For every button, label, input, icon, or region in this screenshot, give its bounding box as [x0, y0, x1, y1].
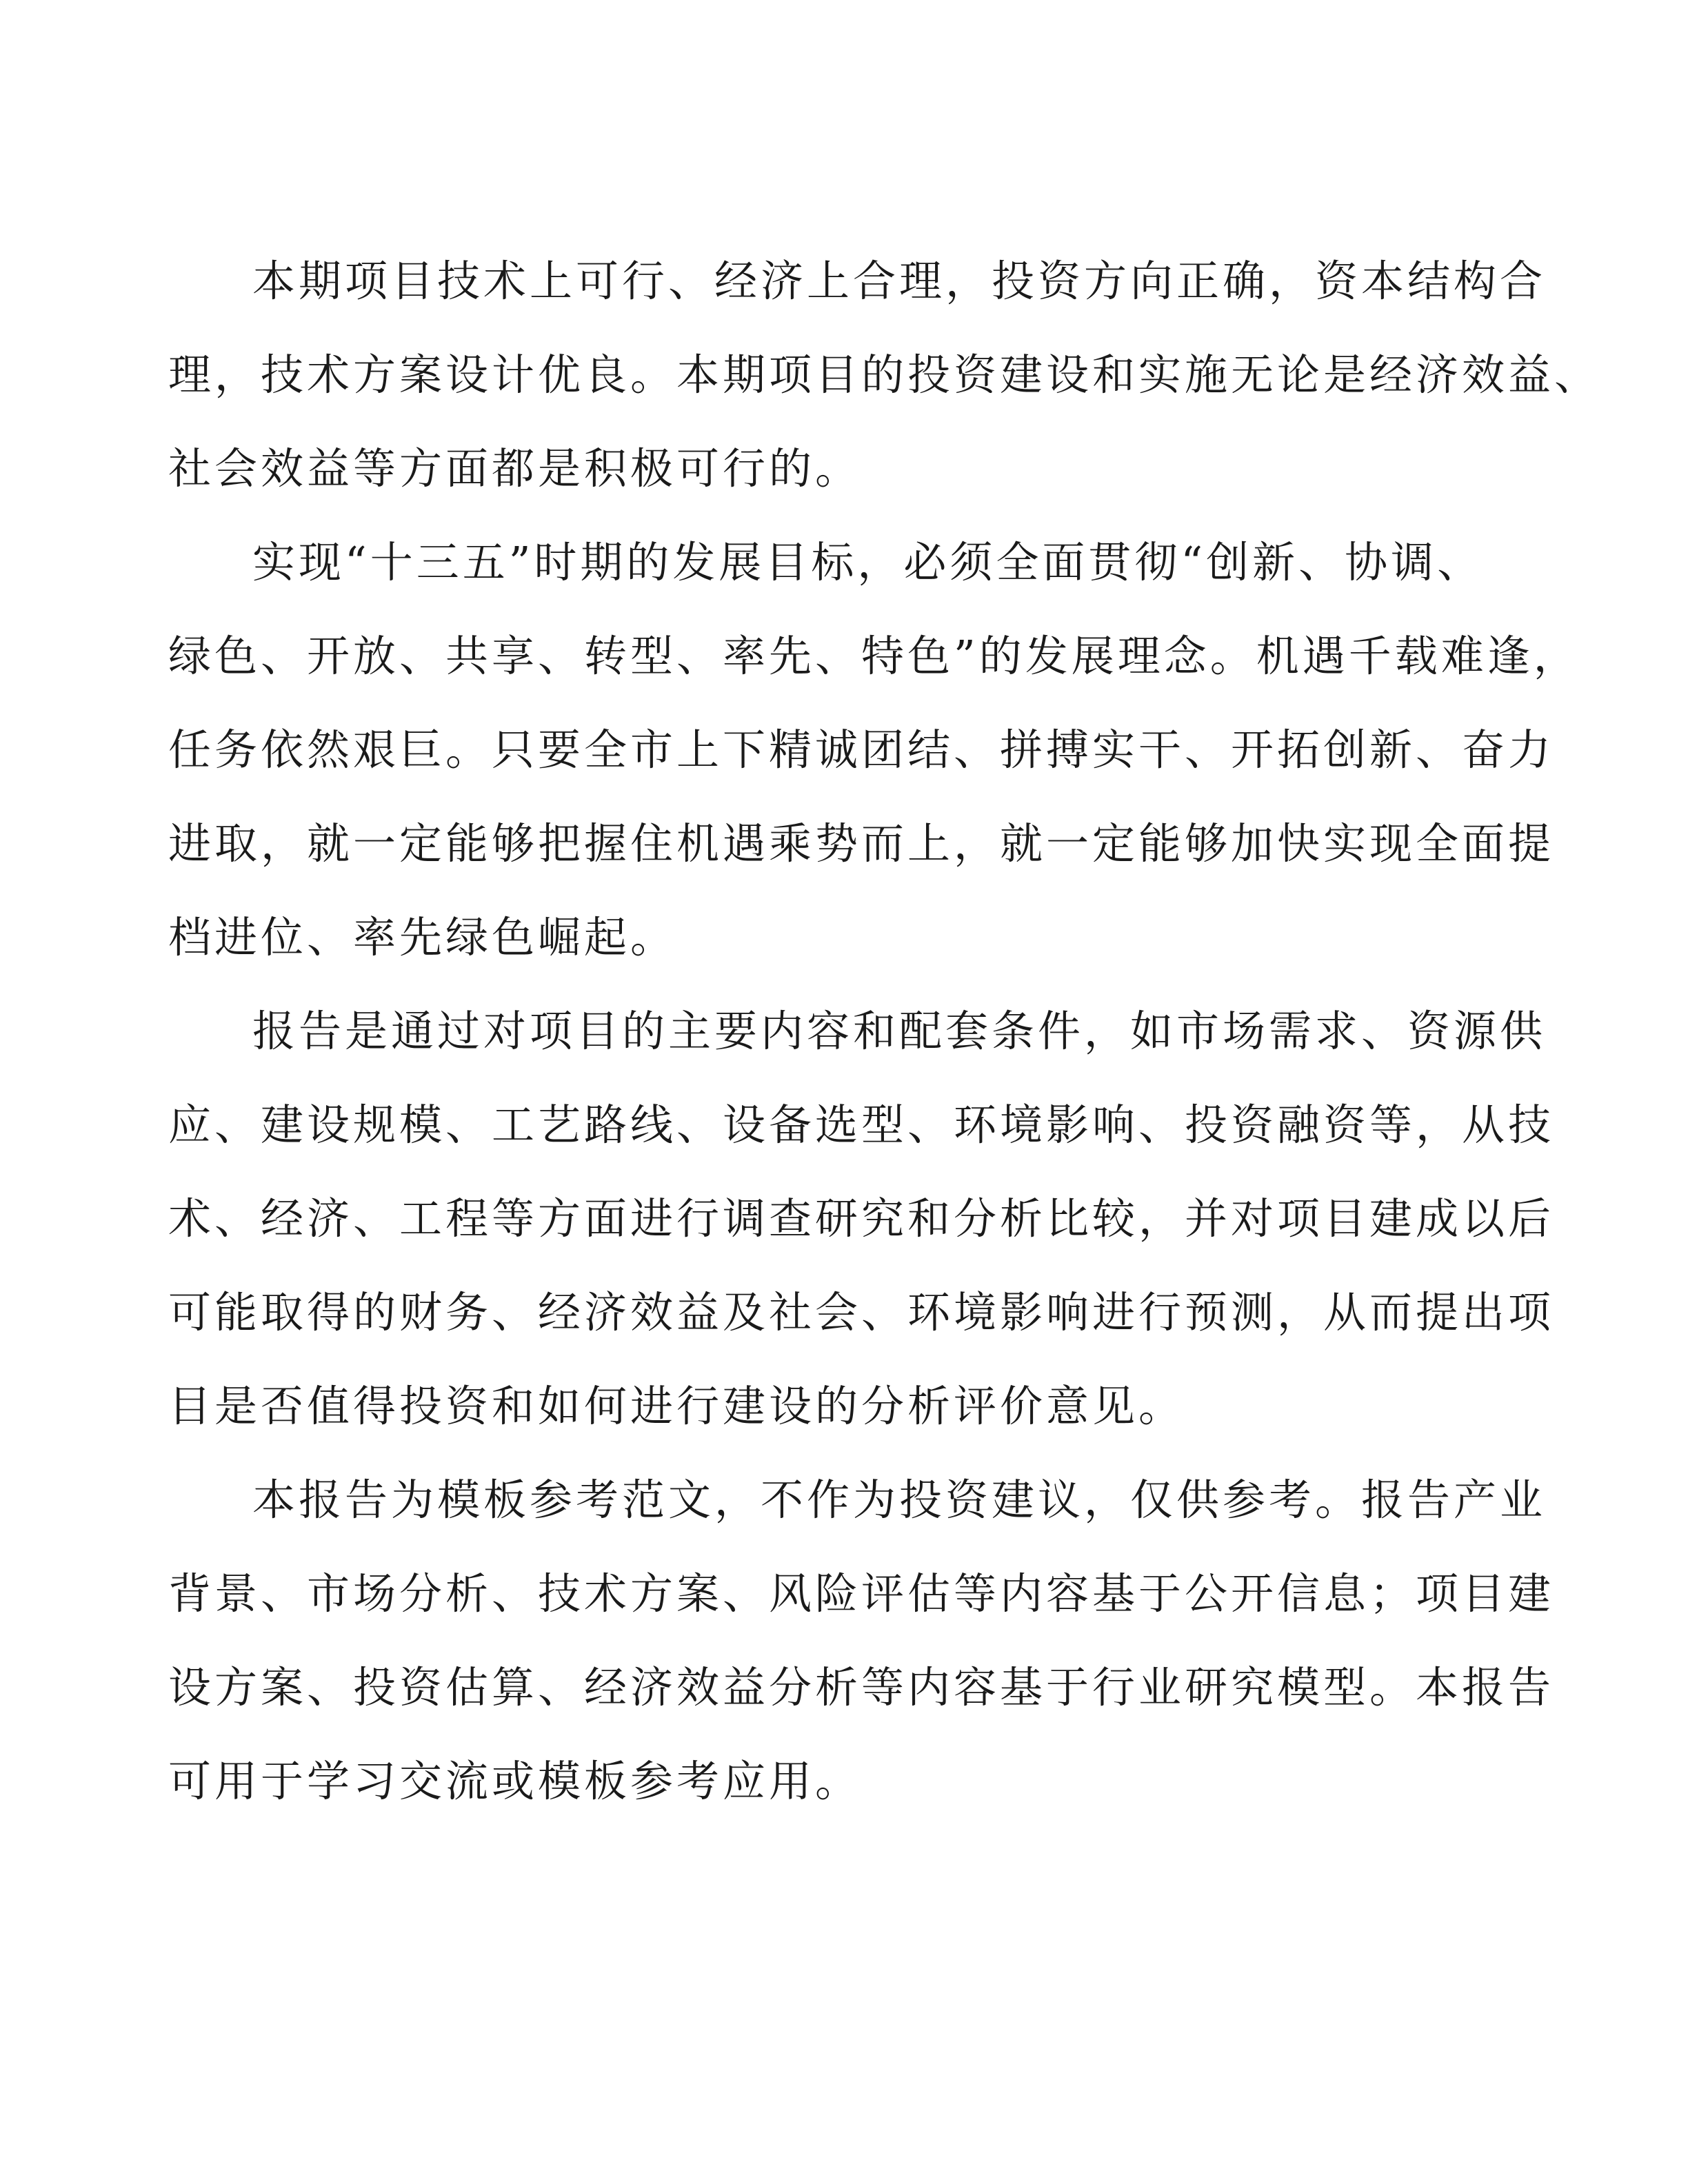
text-line: 可用于学习交流或模板参考应用。	[168, 1756, 862, 1806]
text-line: 报告是通过对项目的主要内容和配套条件，如市场需求、资源供	[252, 1006, 1547, 1056]
text-line: 背景、市场分析、技术方案、风险评估等内容基于公开信息；项目建	[168, 1568, 1555, 1619]
text-line: 绿色、开放、共享、转型、率先、特色”的发展理念。机遇千载难逢，	[168, 631, 1580, 681]
text-line: 可能取得的财务、经济效益及社会、环境影响进行预测，从而提出项	[168, 1287, 1555, 1337]
text-line: 术、经济、工程等方面进行调查研究和分析比较，并对项目建成以后	[168, 1193, 1555, 1244]
paragraph-disclaimer	[168, 1453, 1555, 1828]
text-line: 理，技术方案设计优良。本期项目的投资建设和实施无论是经济效益、	[168, 350, 1601, 400]
paragraph-report-description	[168, 984, 1555, 1453]
text-line: 档进位、率先绿色崛起。	[168, 912, 677, 962]
document-body	[168, 234, 1601, 1828]
text-line: 设方案、投资估算、经济效益分析等内容基于行业研究模型。本报告	[168, 1662, 1555, 1712]
text-line: 实现“十三五”时期的发展目标，必须全面贯彻“创新、协调、	[252, 537, 1484, 587]
text-line: 本期项目技术上可行、经济上合理，投资方向正确，资本结构合	[252, 256, 1547, 306]
text-line: 本报告为模板参考范文，不作为投资建议，仅供参考。报告产业	[252, 1475, 1547, 1525]
text-line: 应、建设规模、工艺路线、设备选型、环境影响、投资融资等，从技	[168, 1100, 1555, 1150]
text-line: 任务依然艰巨。只要全市上下精诚团结、拼搏实干、开拓创新、奋力	[168, 725, 1555, 775]
paragraph-project-feasibility	[168, 234, 1601, 516]
text-line: 目是否值得投资和如何进行建设的分析评价意见。	[168, 1381, 1185, 1431]
text-line: 进取，就一定能够把握住机遇乘势而上，就一定能够加快实现全面提	[168, 818, 1555, 869]
text-line: 社会效益等方面都是积极可行的。	[168, 443, 862, 494]
paragraph-development-goals	[168, 516, 1580, 984]
